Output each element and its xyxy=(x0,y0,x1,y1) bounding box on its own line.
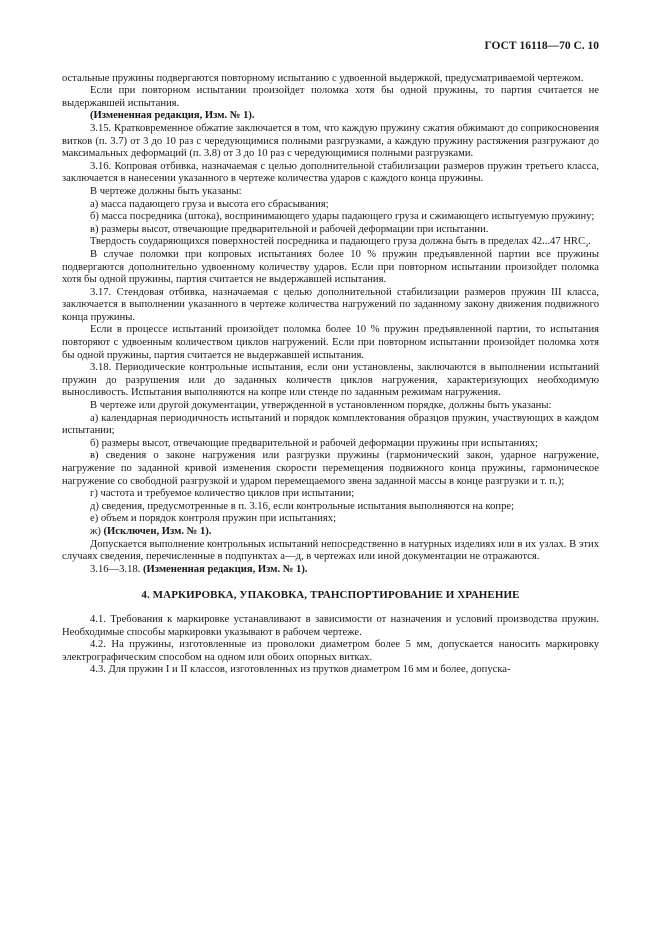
paragraph: д) сведения, предусмотренные в п. 3.16, если контрольные испытания выполняются на копре; xyxy=(90,500,515,512)
paragraph: Твердость соударяющихся поверхностей посредника и падающего груза должна быть в пределах 42...47 $HRC_э$. xyxy=(90,236,591,250)
amendment-note: (Исключен, Изм. № 1). xyxy=(103,525,212,537)
paragraph: В чертеже должны быть указаны: xyxy=(90,185,242,197)
paragraph: е) объем и порядок контроля пружин при испытаниях; xyxy=(90,513,337,525)
paragraph: В чертеже или другой документации, утвержденной в установленном порядке, должны быть указаны: xyxy=(90,400,552,412)
paragraph: г) частота и требуемое количество циклов при испытании; xyxy=(90,488,355,500)
document-page xyxy=(62,40,599,677)
paragraph: а) календарная периодичность испытаний и порядок комплектования образцов пружин, участвующих в каждом испытании; xyxy=(62,412,599,437)
paragraph: 3.15. Кратковременное обжатие заключается в том, что каждую пружину сжатия обжимают до соприкосновения витков (п. 3.7) от 3 до 10 раз с чередующимися полными разгрузками, а каждую пружину растяжения разгружают до максимальных деформаций (п. 3.8) от 3 до 10 раз с чередующимися полными разгрузками. xyxy=(62,122,599,160)
paragraph: 4.3. Для пружин I и II классов, изготовленных из прутков диаметром 16 мм и более, допуска- xyxy=(90,664,511,676)
paragraph: остальные пружины подвергаются повторному испытанию с удвоенной выдержкой, предусматриваемой чертежом. xyxy=(62,72,584,84)
paragraph: 4.2. На пружины, изготовленные из проволоки диаметром более 5 мм, допускается наносить маркировку электрографическим способом на одном или обоих опорных витках. xyxy=(62,639,599,663)
paragraph: б) масса посредника (штока), воспринимающего удары падающего груза и сжимающего испытуемую пружину; xyxy=(90,211,595,223)
paragraph: 3.17. Стендовая отбивка, назначаемая с целью дополнительной стабилизации размеров пружин III класса, заключается в выполнении указанного в чертеже количества нагружений по заданному закону движения подвижного конца пружины. xyxy=(62,286,599,323)
amendment-note: (Измененная редакция, Изм. № 1). xyxy=(142,563,308,575)
paragraph: Допускается выполнение контрольных испытаний непосредственно в натурных изделиях или в их узлах. В этих случаях сведения, перечисленные в подпунктах а—д, в чертежах или иной документации не отражаются. xyxy=(62,538,599,563)
paragraph: в) размеры высот, отвечающие предварительной и рабочей деформации при испытании. xyxy=(90,223,489,235)
paragraph: (Измененная редакция, Изм. № 1). xyxy=(90,110,255,122)
paragraph: а) масса падающего груза и высота его сбрасывания; xyxy=(90,198,329,210)
body-text xyxy=(62,73,599,577)
page-header: ГОСТ 16118—70 С. 10 xyxy=(484,40,599,52)
paragraph: Если при повторном испытании произойдет поломка хотя бы одной пружины, то партия считается не выдержавшей испытания. xyxy=(62,85,599,109)
paragraph: в) сведения о законе нагружения или разгрузки пружины (гармонический закон, ударное нагружение, нагружение по заданной кривой изменения скорости перемещения подвижного конца пружины, гармоническое нагружение со свободной разгрузкой и ударом перемещаемого звена заданной массы в конце разгрузки и т. п.); xyxy=(62,450,599,487)
subscript: э xyxy=(585,241,589,250)
paragraph: б) размеры высот, отвечающие предварительной и рабочей деформации пружины при испытаниях; xyxy=(90,437,538,449)
section-text xyxy=(62,614,599,677)
paragraph: 3.16—3.18. (Измененная редакция, Изм. № 1). xyxy=(90,563,308,575)
paragraph: 3.18. Периодические контрольные испытания, если они установлены, заключаются в выполнении испытаний пружин до разрушения или до заданных количеств циклов нагружения, характеризующих необходимую выносливость. Испытания выполняются на копре или стенде по заданным режимам нагружения. xyxy=(62,362,599,399)
paragraph: Если в процессе испытаний произойдет поломка более 10 % пружин предъявленной партии, то испытания повторяют с удвоенным количеством циклов нагружений. Если при повторном испытании произойдет поломка хотя бы одной пружины, партия считается не выдержавшей испытания. xyxy=(62,324,599,361)
paragraph: В случае поломки при копровых испытаниях более 10 % пружин предъявленной партии все пружины подвергаются дополнительно удвоенному количеству ударов. Если при повторном испытании произойдет поломка хотя бы одной пружины, партия считается не выдержавшей испытания. xyxy=(62,248,599,286)
paragraph: 4.1. Требования к маркировке устанавливают в зависимости от назначения и условий производства пружин. Необходимые способы маркировки указывают в рабочем чертеже. xyxy=(62,613,599,638)
paragraph: 3.16. Копровая отбивка, назначаемая с целью дополнительной стабилизации размеров пружин третьего класса, заключается в нанесении указанного в чертеже количества ударов с каждого конца пружины. xyxy=(62,160,599,185)
section-heading: 4. МАРКИРОВКА, УПАКОВКА, ТРАНСПОРТИРОВАНИЕ И ХРАНЕНИЕ xyxy=(141,589,520,602)
paragraph: ж) (Исключен, Изм. № 1). xyxy=(90,525,212,537)
